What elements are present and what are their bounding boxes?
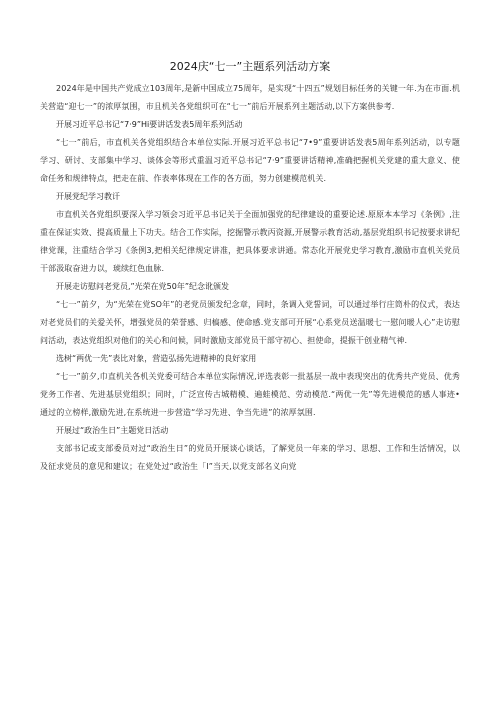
section-body-speech-anniversary: “七一”前后，市直机关各党组织结合本单位实际.开展习近平总书记“7•9”重要讲话发表5周年系列活动，以专题学习、研讨、支部集中学习、谈体会等形式重温习近平总书记“7·9”重要讲话精神,准确把握机关党建的重大意义、使命任务和规律特点，把走在前、作表率体现在工作的各方面，努力创建模范机关. xyxy=(40,138,460,183)
document-title: 2024庆“七一”主题系列活动方案 xyxy=(169,60,331,73)
section-heading-speech-anniversary: 开展习近平总书记“7·9”Hi要讲话发表5周年系列活动 xyxy=(56,120,243,129)
section-body-commendation: “七一”前夕,巾直机关各机关党委可结合本单位实际情况,评选表彰一批基层一战中表现突出的优秀共产党员、优秀党务工作者、先进基层党组织；同时，广泛宣传古城精模、遍蛙模范、劳动模范.“两优一先”等先进模范的感人事迹•通过的立榜样,激励先进,在系统进一步营造“学习先进、争当先进”的浓厚氛围. xyxy=(40,372,460,417)
section-heading-discipline-education: 开展党纪学习教讦 xyxy=(56,192,120,201)
section-heading-veteran-visits: 开展走访慰问老党员,”光荣在党50年”纪念讹颁发 xyxy=(56,282,230,291)
section-heading-political-birthday: 开展过“政治生日”主题党日活动 xyxy=(56,426,169,435)
section-heading-commendation: 选树“两优一先”表比对象，营造弘扬先进精神的良好家用 xyxy=(56,354,257,363)
section-body-veteran-visits: “七一”前夕，为“光荣在党SO年”的老党员颁发纪念章，同时，条调入党誓词，可以通过举行庄筒朴的仪式，表达对老党员们的关爱关怀，增强党员的荣誉感、归槁感、使命感.党支部可开展“心系党员送温暖七一慰问暖人心”走访慰问活动，表达党组织对他们的关心和问候，同时激励支部党员干部守初心、担使命，提振干创业精气神. xyxy=(40,300,460,345)
section-body-discipline-education: 市直机关各党组织要深入学习领会习近平总书记关于全面加强党的纪律建设的重要论述.原原本本学习《条例》,注重在保证实效、提高质量上下功夫。结合工作实际，挖掘警示教丙资源,开展警示教育活动,基层党组织书记按要求讲纪律党课，注重结合学习《条例3,把相关纪律规定讲准，把具体要求讲通。常态化开展党史学习教育,激励市直机关党员干部汲取奋进力以，琥续红色血脉. xyxy=(40,210,460,273)
section-body-political-birthday: 支部书记或支部委员对过“政治生日”的党员开展谈心谈话，了解党员一年来的学习、思想、工作和生活情况，以及征求党员的意见和建议；在党处过“政治生「I”当天,以党支部名义向党 xyxy=(40,444,460,471)
intro-paragraph: 2024年是中国共产党成立103周年,是新中国成立75周年，是实现“十四五”规划目标任务的关键一年.为在市面.机关营造“迎七一”的浓厚氛围，市且机关各党组织可在“七一”前后开展系列主题活动,以下方案供参考. xyxy=(40,84,460,111)
